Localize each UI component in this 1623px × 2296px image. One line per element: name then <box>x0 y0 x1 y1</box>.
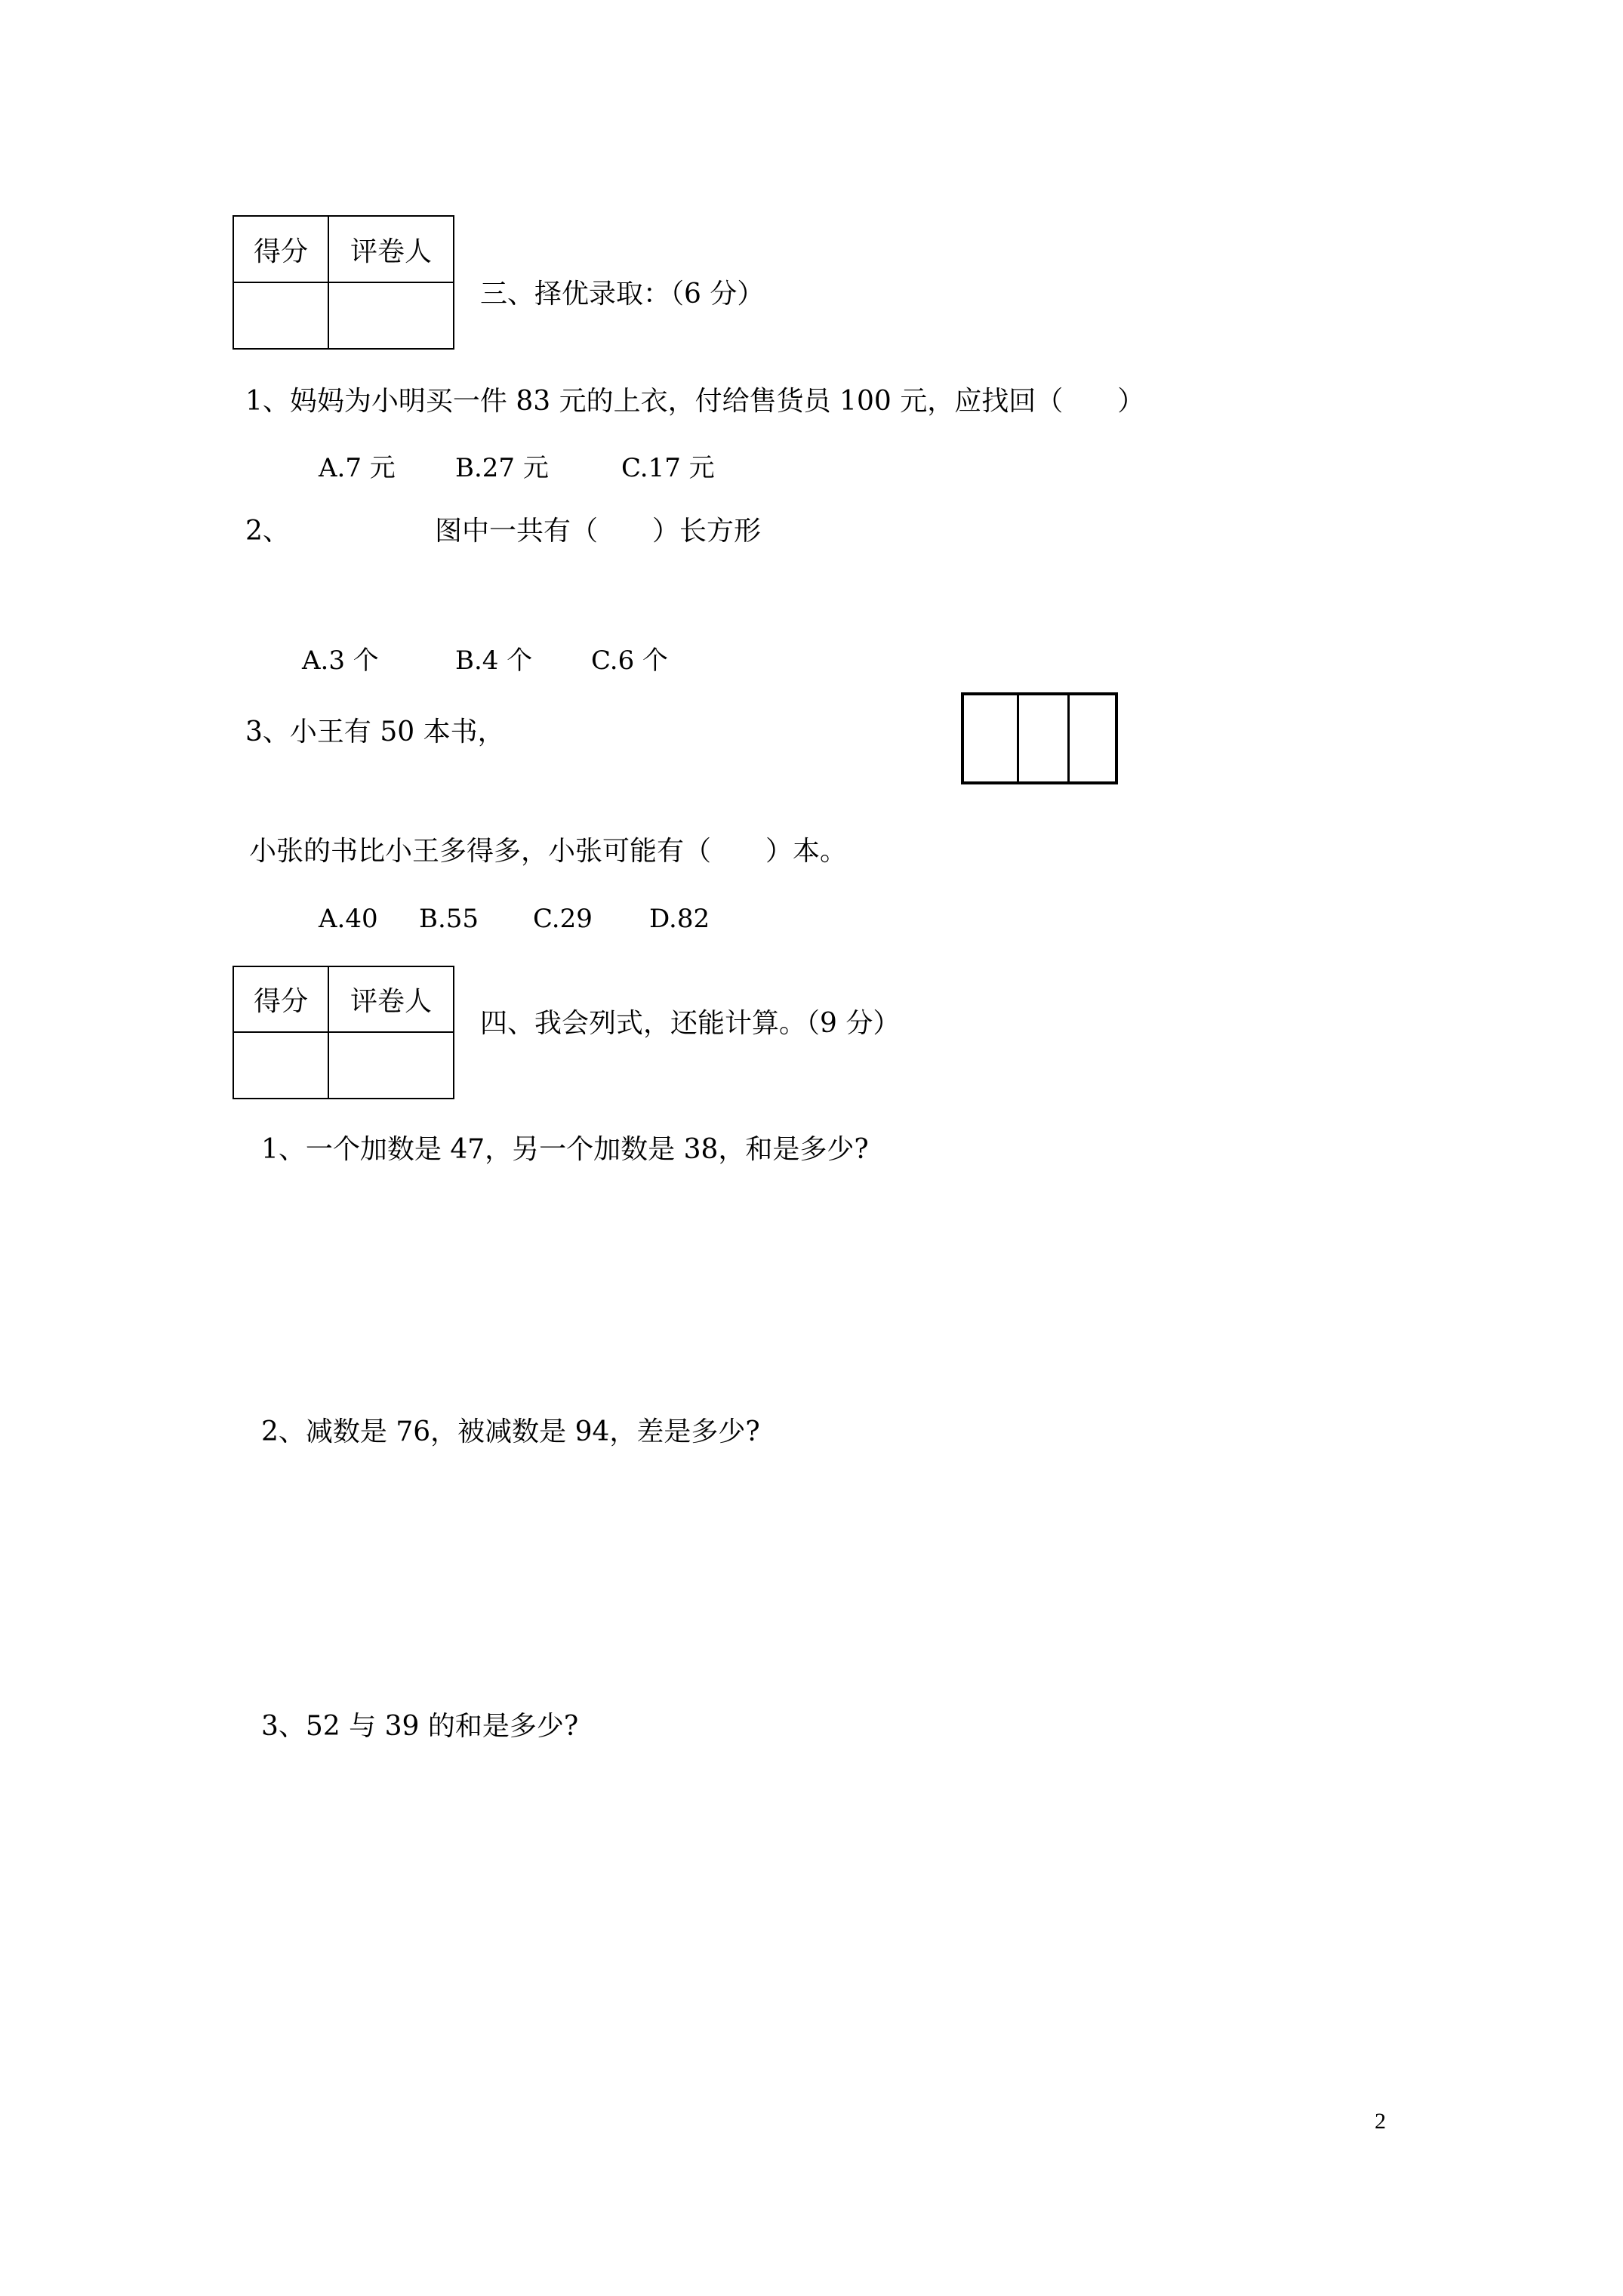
s3-q3-text-line1: 3、小王有 50 本书， <box>245 717 505 747</box>
s4-q3-text: 3、52 与 39 的和是多少? <box>261 1711 579 1742</box>
s3-q3-option-c: C.29 <box>533 904 593 934</box>
rectangle-divider <box>1067 695 1070 781</box>
score-header: 得分 <box>233 966 328 1032</box>
s3-q2-number: 2、 <box>245 516 290 547</box>
grader-header: 评卷人 <box>328 966 454 1032</box>
score-cell[interactable] <box>233 1032 328 1099</box>
s3-q2-option-b: B.4 个 <box>455 646 533 676</box>
s3-q1-option-c: C.17 元 <box>621 453 715 483</box>
s3-q2-text: 图中一共有（ ）长方形 <box>435 516 762 547</box>
s3-q1-text: 1、妈妈为小明买一件 83 元的上衣，付给售货员 100 元，应找回（ ） <box>245 386 1145 417</box>
s3-q3-text-line2: 小张的书比小王多得多，小张可能有（ ）本。 <box>249 836 848 867</box>
s3-q1-option-a: A.7 元 <box>319 453 396 483</box>
grader-header: 评卷人 <box>328 216 454 282</box>
score-cell[interactable] <box>233 282 328 349</box>
score-table-section3 <box>233 215 454 350</box>
s3-q3-option-d: D.82 <box>649 904 710 934</box>
s3-q3-option-a: A.40 <box>319 904 378 934</box>
section3-title: 三、择优录取：（6 分） <box>480 279 765 310</box>
page-number: 2 <box>1375 2109 1386 2134</box>
s4-q1-text: 1、一个加数是 47，另一个加数是 38，和是多少? <box>261 1134 869 1165</box>
s3-q1-option-b: B.27 元 <box>455 453 549 483</box>
rectangle-figure <box>961 692 1118 784</box>
s4-q2-text: 2、减数是 76，被减数是 94，差是多少? <box>261 1416 760 1447</box>
rectangle-divider <box>1017 695 1019 781</box>
score-header: 得分 <box>233 216 328 282</box>
s3-q2-option-c: C.6 个 <box>591 646 669 676</box>
score-table-section4 <box>233 966 454 1099</box>
s3-q2-option-a: A.3 个 <box>302 646 379 676</box>
grader-cell[interactable] <box>328 282 454 349</box>
s3-q3-option-b: B.55 <box>419 904 479 934</box>
grader-cell[interactable] <box>328 1032 454 1099</box>
section4-title: 四、我会列式，还能计算。（9 分） <box>480 1008 901 1039</box>
